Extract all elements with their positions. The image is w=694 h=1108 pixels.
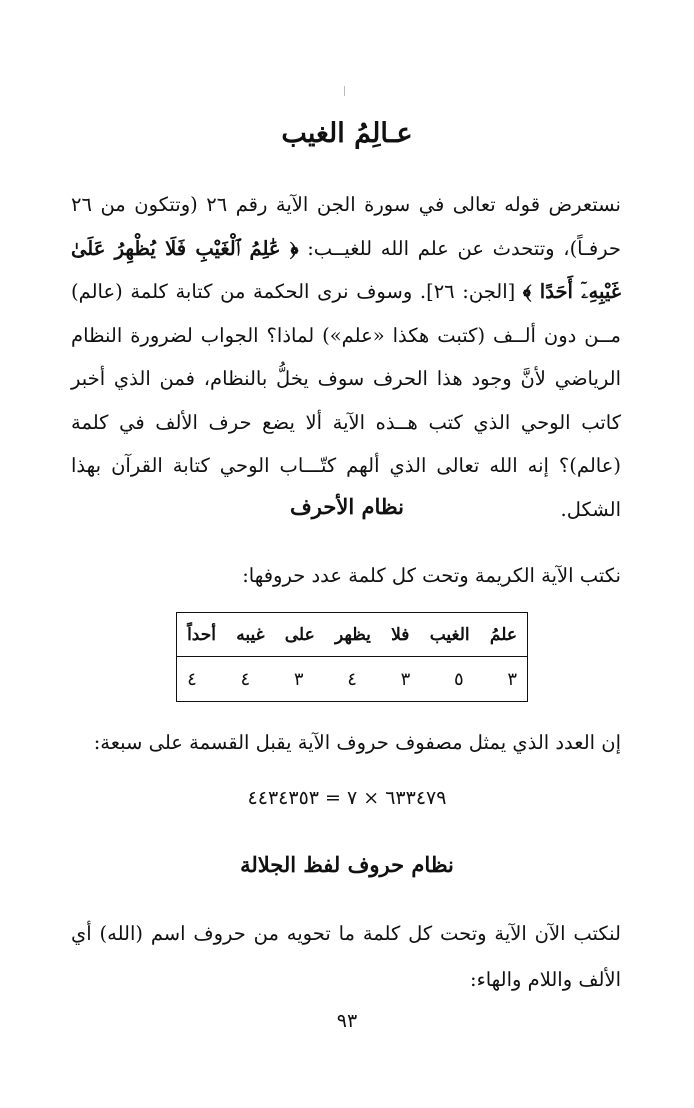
table-word-cell: على	[284, 624, 315, 645]
table-word-cell: غيبه	[236, 624, 265, 645]
section-heading-divine-name: نظام حروف لفظ الجلالة	[240, 852, 454, 877]
section-heading-letters-system: نظام الأحرف	[290, 494, 404, 519]
table-words-row	[177, 613, 527, 657]
intro-paragraph-rest: [الجن: ٢٦]. وسوف نرى الحكمة من كتابة كلمة (عالم) مــن دون ألــف (كتبت هكذا «علم») لماذا؟ الجواب لضرورة النظام الرياضي لأنَّ وجود هذا الحرف سوف يخلُّ بالنظام، فمن الذي أخبر كاتب الوحي الذي كتب هــذه الآية ألا يضع حرف الألف في كلمة (عالم)؟ إنه الله تعالى الذي ألهم كتّـــاب الوحي كتابة القرآن بهذا الشكل.	[71, 280, 621, 521]
page-number: ٩٣	[336, 1010, 358, 1032]
divisibility-paragraph: إن العدد الذي يمثل مصفوف حروف الآية يقبل القسمة على سبعة:	[93, 731, 621, 754]
page-title: عـالِمُ الغيب	[281, 118, 413, 149]
table-count-cell: ٤	[187, 668, 197, 690]
table-counts-row	[177, 657, 527, 701]
divine-name-paragraph: لنكتب الآن الآية وتحت كل كلمة ما تحويه من حروف اسم (الله) أي الألف واللام والهاء:	[71, 922, 621, 991]
table-word-cell: الغيب	[429, 624, 470, 645]
table-count-cell: ٤	[347, 668, 357, 690]
table-count-cell: ٣	[507, 668, 517, 690]
table-count-cell: ٣	[293, 668, 304, 690]
table-count-cell: ٣	[400, 668, 411, 690]
letter-count-table	[176, 612, 528, 702]
table-word-cell: يظهر	[334, 624, 371, 645]
intro-paragraph-lead: نستعرض قوله تعالى في سورة الجن الآية رقم ٢٦ (وتتكون من ٢٦ حرفـاً)، وتتحدث عن علم الله للغيــب:	[71, 193, 621, 260]
table-count-cell: ٥	[453, 668, 464, 690]
table-intro-paragraph: نكتب الآية الكريمة وتحت كل كلمة عدد حروفها:	[242, 564, 621, 587]
table-count-cell: ٤	[240, 668, 251, 690]
table-word-cell: أحداً	[187, 624, 216, 645]
table-word-cell: فلا	[391, 624, 410, 645]
multiplication-equation: ٦٣٣٤٧٩ × ٧ = ٤٤٣٤٣٥٣	[247, 787, 447, 809]
quran-verse: ﴿ عَٰلِمُ ٱلْغَيْبِ فَلَا يُظْهِرُ عَلَىٰ غَيْبِهِۦٓ أَحَدًا ﴾	[71, 236, 621, 303]
top-tick-mark	[344, 86, 345, 96]
table-word-cell: علمُ	[489, 624, 517, 645]
intro-paragraph	[71, 183, 621, 531]
